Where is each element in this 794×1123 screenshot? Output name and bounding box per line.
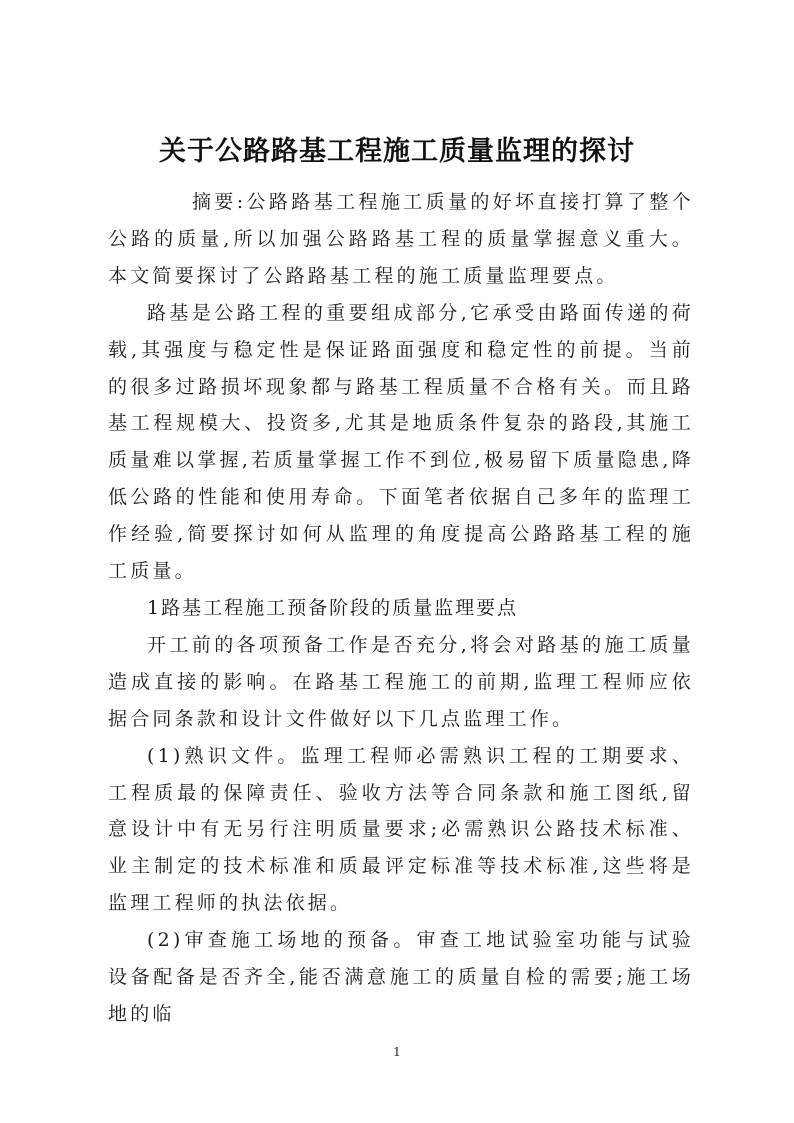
document-body [108, 184, 694, 1033]
document-title: 关于公路路基工程施工质量监理的探讨 [159, 136, 635, 167]
list-item-paragraph: (2)审查施工场地的预备。审查工地试验室功能与试验设备配备是否齐全,能否满意施工的质量自检的需要;施工场地的临 [108, 929, 694, 1025]
abstract-paragraph: 摘要:公路路基工程施工质量的好坏直接打算了整个公路的质量,所以加强公路路基工程的质量掌握意义重大。本文简要探讨了公路路基工程的施工质量监理要点。 [108, 191, 694, 287]
list-item-paragraph: (1)熟识文件。监理工程师必需熟识工程的工期要求、工程质最的保障责任、验收方法等合同条款和施工图纸,留意设计中有无另行注明质量要求;必需熟识公路技术标准、业主制定的技术标准和质最评定标准等技术标准,这些将是监理工程师的执法依据。 [108, 744, 694, 915]
intro-paragraph: 路基是公路工程的重要组成部分,它承受由路面传递的荷载,其强度与稳定性是保证路面强度和稳定性的前提。当前的很多过路损坏现象都与路基工程质量不合格有关。而且路基工程规模大、投资多,尤其是地质条件复杂的路段,其施工质量难以掌握,若质量掌握工作不到位,极易留下质量隐患,降低公路的性能和使用寿命。下面笔者依据自己多年的监理工作经验,简要探讨如何从监理的角度提高公路路基工程的施工质量。 [108, 301, 694, 583]
section-heading: 1路基工程施工预备阶段的质量监理要点 [147, 596, 519, 619]
section-paragraph: 开工前的各项预备工作是否充分,将会对路基的施工质量造成直接的影响。在路基工程施工的前期,监理工程师应依据合同条款和设计文件做好以下几点监理工作。 [108, 633, 694, 730]
page-number: 1 [393, 1045, 401, 1059]
